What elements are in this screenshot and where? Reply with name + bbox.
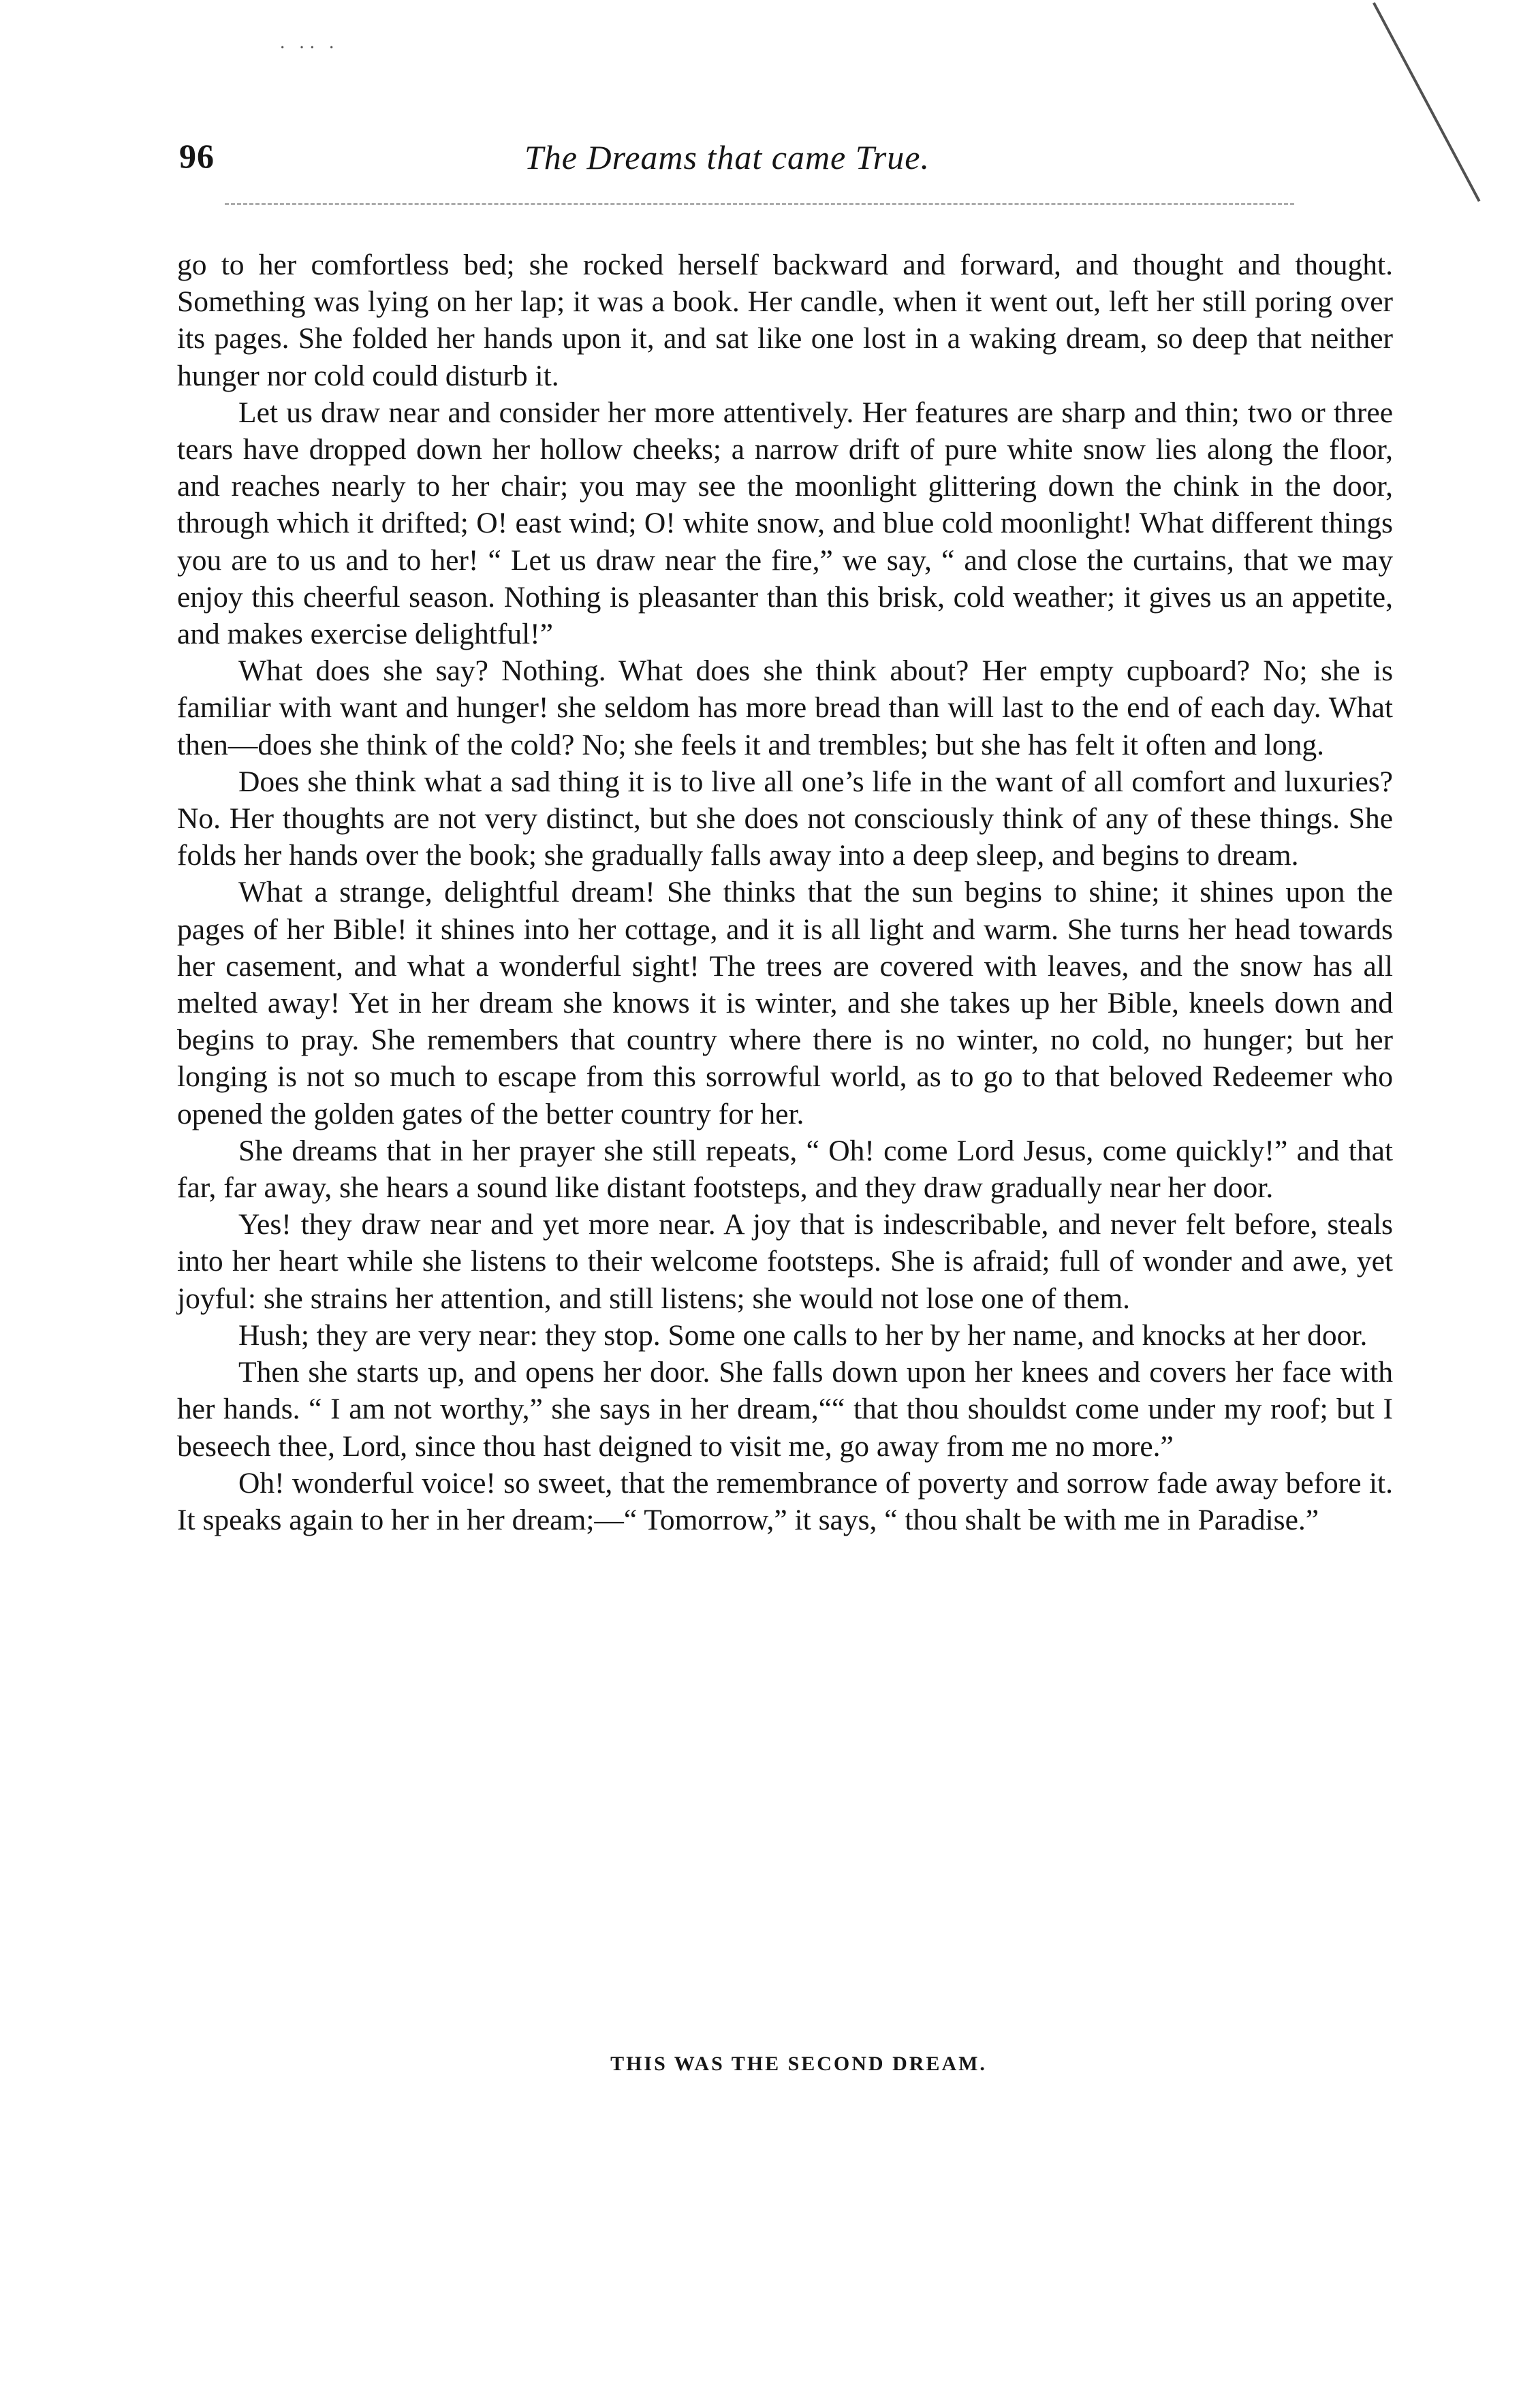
header-rule — [225, 203, 1294, 205]
paragraph: What a strange, delightful dream! She thinks that the sun begins to shine; it shines upon the pages of her Bible! it shines into her cottage, and it is all light and warm. She turns her head towards her casement, and what a wonderful sight! The trees are covered with leaves, and the snow has all melted away! Yet in her dream she knows it is winter, and she takes up her Bible, kneels down and begins to pray. She remembers that country where there is no winter, no cold, no hunger; but her longing is not so much to escape from this sorrowful world, as to go to that beloved Redeemer who opened the golden gates of the better country for her. — [177, 876, 1393, 1130]
body-text — [177, 247, 1393, 1538]
running-title: The Dreams that came True. — [524, 138, 930, 176]
page-header — [167, 136, 1393, 191]
paragraph: Hush; they are very near: they stop. Some one calls to her by her name, and knocks at her door. — [238, 1318, 1368, 1352]
paragraph: Then she starts up, and opens her door. She falls down upon her knees and covers her face with her hands. “ I am not worthy,” she says in her dream,““ that thou shouldst come under my roof; but I beseech thee, Lord, since thou hast deigned to visit me, go away from me no more.” — [177, 1356, 1393, 1463]
paragraph: She dreams that in her prayer she still repeats, “ Oh! come Lord Jesus, come quickly!” and that far, far away, she hears a sound like distant footsteps, and they draw gradually near her door. — [177, 1134, 1393, 1205]
closing-text: THIS WAS THE SECOND DREAM. — [610, 2053, 987, 2075]
page-number: 96 — [179, 137, 215, 175]
paragraph: Let us draw near and consider her more attentively. Her features are sharp and thin; two or three tears have dropped down her hollow cheeks; a narrow drift of pure white snow lies along the floor, and reaches nearly to her chair; you may see the moonlight glittering down the chink in the door, through which it drifted; O! east wind; O! white snow, and blue cold moonlight! What different things you are to us and to her! “ Let us draw near the fire,” we say, “ and close the curtains, that we may enjoy this cheerful season. Nothing is pleasanter than this brisk, cold weather; it gives us an appetite, and makes exercise delightful!” — [177, 396, 1393, 651]
print-specks: · ·· · — [279, 37, 339, 59]
paragraph: What does she say? Nothing. What does she think about? Her empty cupboard? No; she is familiar with want and hunger! she seldom has more bread than will last to the end of each day. What then—does she think of the cold? No; she feels it and trembles; but she has felt it often and long. — [177, 654, 1393, 761]
paragraph: Does she think what a sad thing it is to live all one’s life in the want of all comfort and luxuries? No. Her thoughts are not very distinct, but she does not consciously think of any of these things. She folds her hands over the book; she gradually falls away into a deep sleep, and begins to dream. — [177, 765, 1393, 872]
paragraph: Oh! wonderful voice! so sweet, that the remembrance of poverty and sorrow fade away before it. It speaks again to her in her dream;—“ Tomorrow,” it says, “ thou shalt be with me in Paradise.” — [177, 1466, 1393, 1536]
paragraph: Yes! they draw near and yet more near. A joy that is indescribable, and never felt before, steals into her heart while she listens to their welcome footsteps. She is afraid; full of wonder and awe, yet joyful: she strains her attention, and still listens; she would not lose one of them. — [177, 1208, 1393, 1315]
closing-line — [0, 2053, 1536, 2076]
paragraph: go to her comfortless bed; she rocked herself backward and forward, and thought and thought. Something was lying on her lap; it was a book. Her candle, when it went out, left her still poring over its pages. She folded her hands upon it, and sat like one lost in a waking dream, so deep that neither hunger nor cold could disturb it. — [177, 249, 1393, 392]
